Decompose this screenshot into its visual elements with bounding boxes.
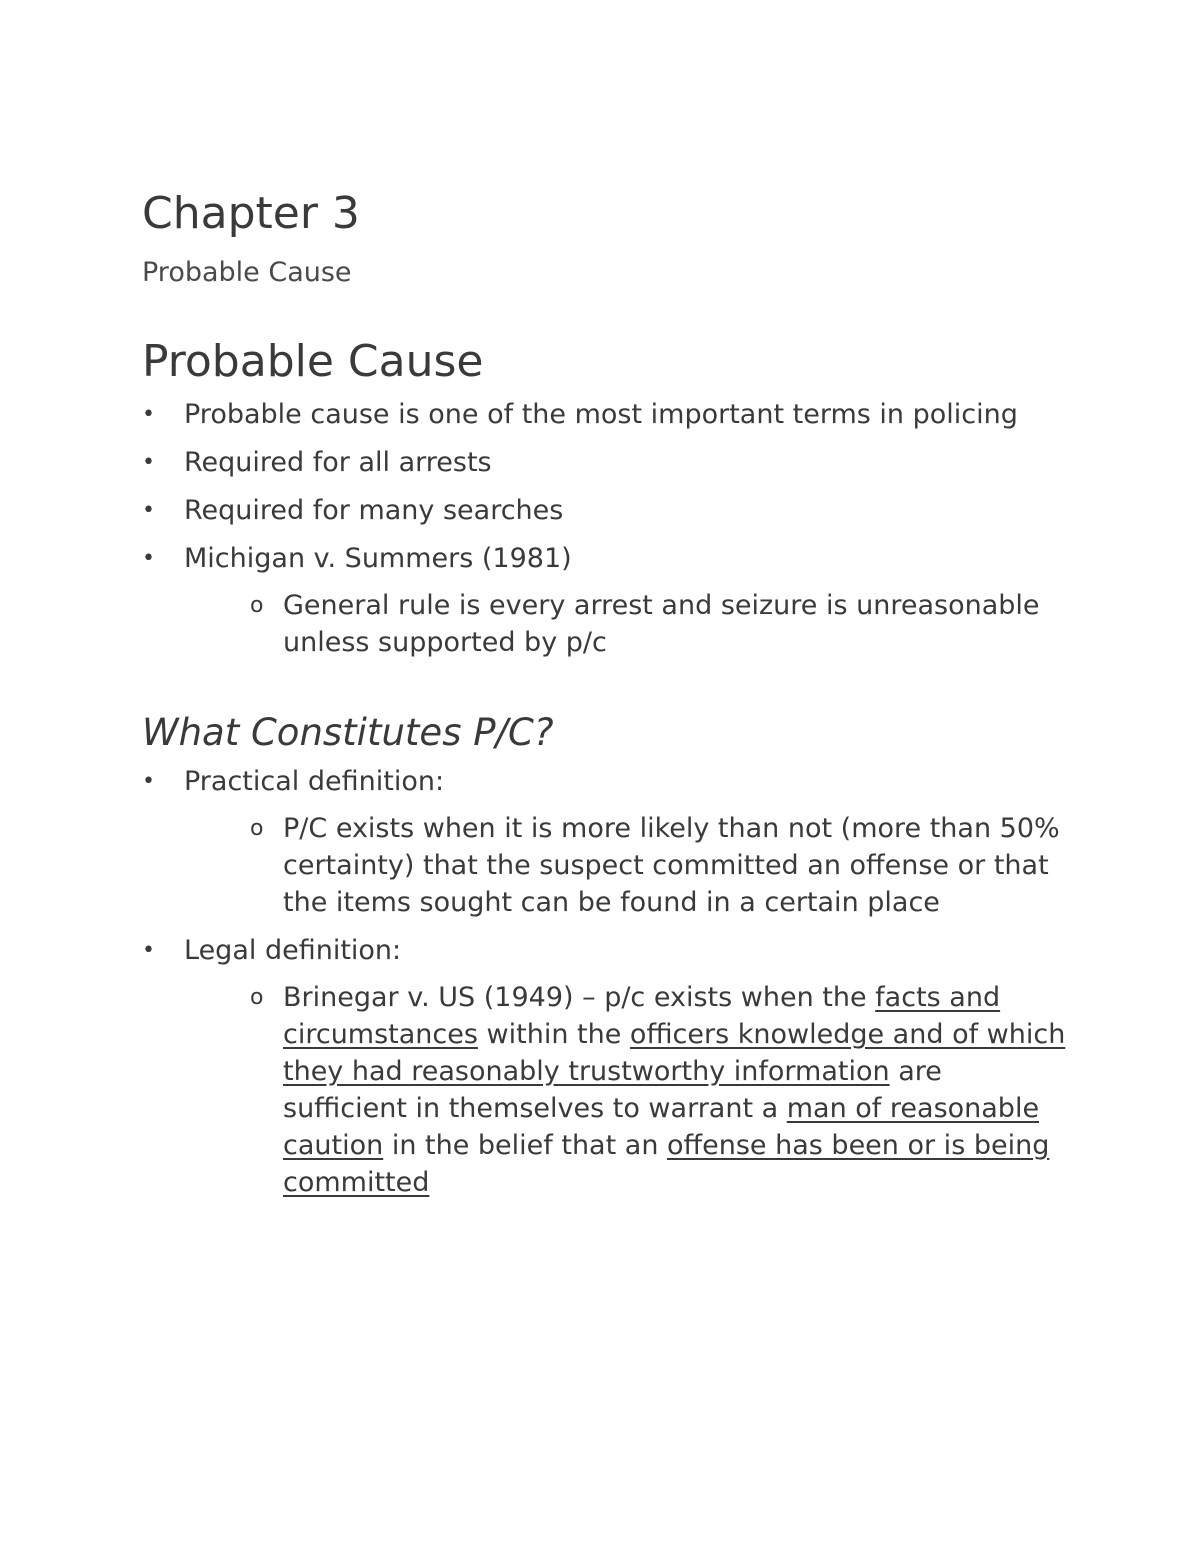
list-item-text: Probable cause is one of the most important terms in policing [184, 399, 1018, 430]
list-item [142, 492, 1072, 529]
section-heading-what-constitutes: What Constitutes P/C? [142, 711, 554, 754]
bullet-icon: • [142, 450, 155, 475]
list-item-text: Practical definition: [184, 766, 445, 797]
sub-bullet-icon: o [250, 816, 264, 841]
sub-list [142, 587, 1072, 661]
text-segment: Brinegar v. US (1949) – p/c exists when the [283, 982, 876, 1013]
list-item [142, 932, 1072, 1201]
list-item-text: Required for many searches [184, 495, 564, 526]
list-item-text: Michigan v. Summers (1981) [184, 543, 572, 574]
bullet-icon: • [142, 498, 155, 523]
underlined-text: facts and circumstances [283, 982, 1001, 1050]
document-subtitle: Probable Cause [142, 257, 352, 288]
sub-bullet-icon: o [250, 593, 264, 618]
list-item-text: Required for all arrests [184, 447, 492, 478]
text-segment: in the belief that an [383, 1130, 668, 1161]
sub-list-item [142, 979, 1072, 1201]
underlined-text: officers knowledge and of which they had reasonably trustworthy information [283, 1019, 1066, 1087]
list-item [142, 396, 1072, 433]
bullet-icon: • [142, 769, 155, 794]
sub-list-item-text: General rule is every arrest and seizure is unreasonable unless supported by p/c [283, 590, 1040, 658]
text-segment: are sufficient in themselves to warrant a [283, 1056, 942, 1124]
sub-list-item [142, 587, 1072, 661]
sub-list-item-text: P/C exists when it is more likely than not (more than 50% certainty) that the suspect committed an offense or that the items sought can be found in a certain place [283, 813, 1060, 918]
probable-cause-list [142, 396, 1072, 661]
document-page [142, 188, 1072, 1212]
underlined-text: man of reasonable caution [283, 1093, 1040, 1161]
legal-definition-text [283, 982, 1065, 1198]
sub-bullet-icon: o [250, 985, 264, 1010]
list-item [142, 763, 1072, 921]
sub-list [142, 810, 1072, 921]
sub-list [142, 979, 1072, 1201]
sub-list-item [142, 810, 1072, 921]
list-item [142, 540, 1072, 661]
constitutes-list [142, 763, 1072, 1201]
section-heading-probable-cause: Probable Cause [142, 336, 484, 387]
document-title: Chapter 3 [142, 188, 360, 239]
text-segment: within the [477, 1019, 630, 1050]
bullet-icon: • [142, 938, 155, 963]
underlined-text: offense has been or is being committed [283, 1130, 1050, 1198]
bullet-icon: • [142, 546, 155, 571]
list-item [142, 444, 1072, 481]
bullet-icon: • [142, 402, 155, 427]
list-item-text: Legal definition: [184, 935, 402, 966]
